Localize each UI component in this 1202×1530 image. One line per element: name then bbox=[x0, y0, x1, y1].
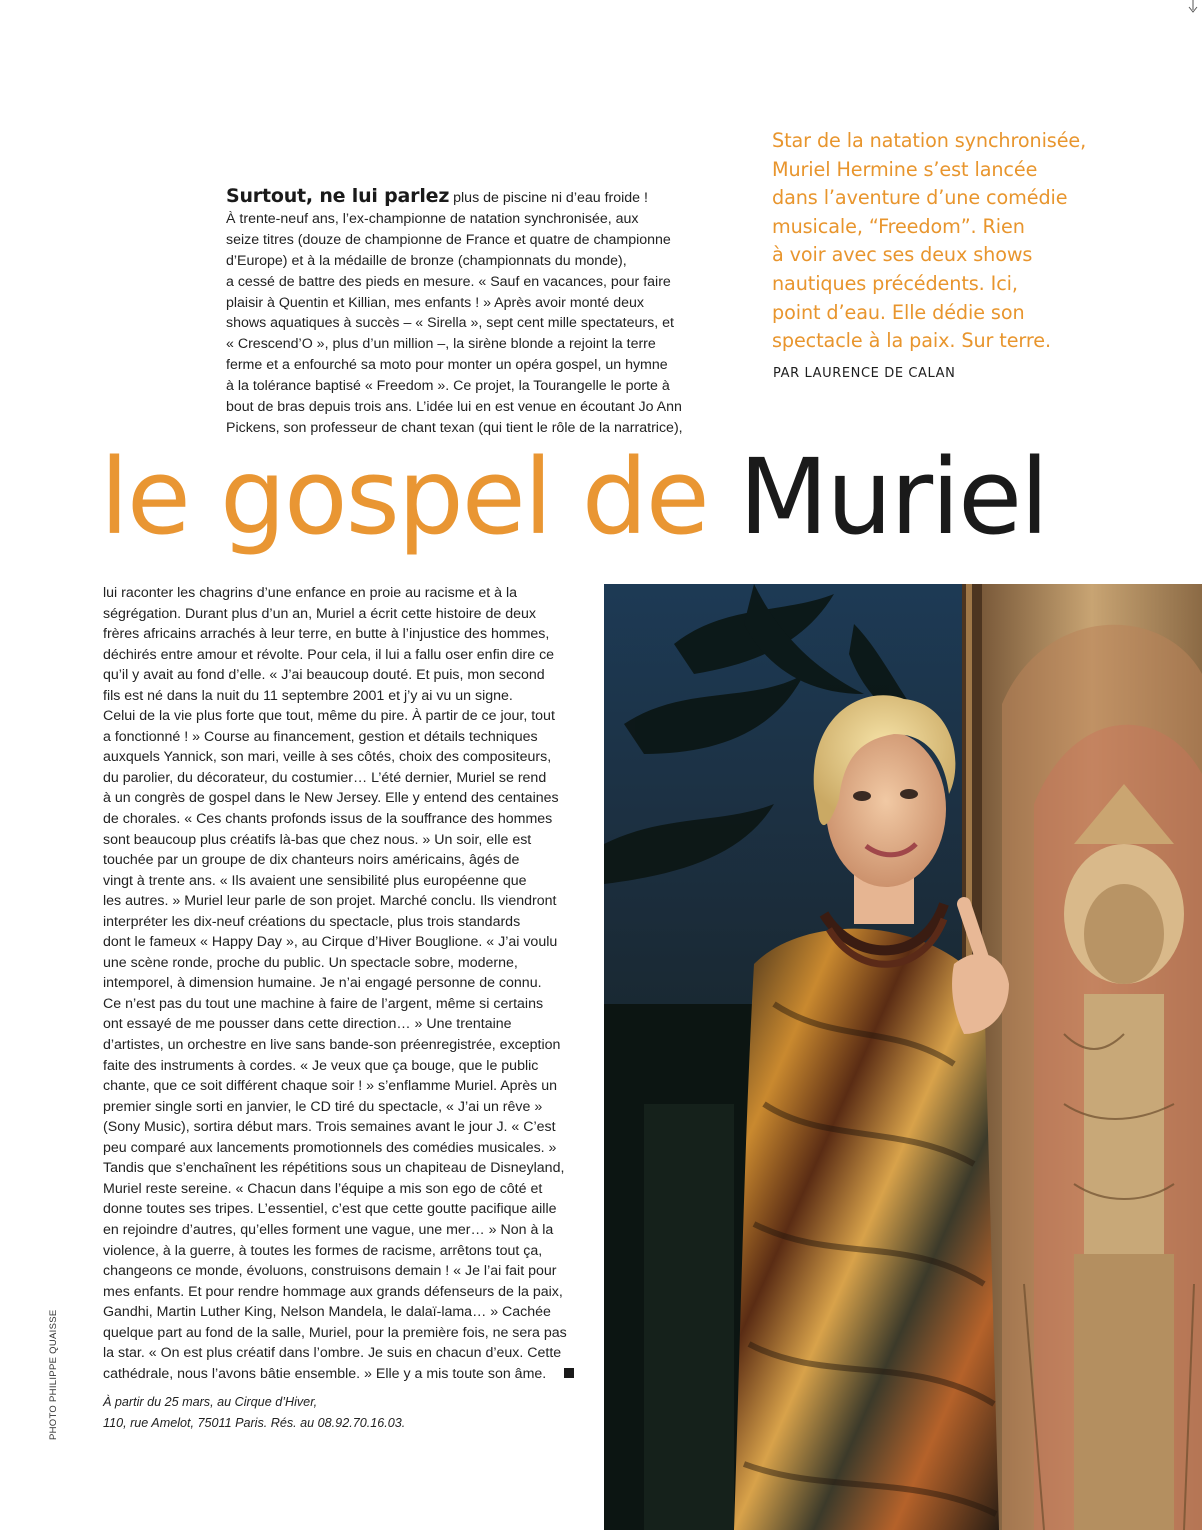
intro-line: « Crescend’O », plus d’un million –, la sirène blonde a rejoint la terre bbox=[226, 336, 656, 353]
body-line: lui raconter les chagrins d’une enfance en proie au racisme et à la bbox=[103, 585, 518, 601]
headline-black-part: Muriel bbox=[738, 436, 1047, 558]
body-line: de chorales. « Ces chants profonds issus de la souffrance des hommes bbox=[103, 811, 553, 828]
body-line: quelque part au fond de la salle, Muriel, pour la première fois, ne sera pas bbox=[103, 1324, 567, 1341]
intro-paragraph bbox=[226, 186, 696, 439]
intro-line: Pickens, son professeur de chant texan (qui tient le rôle de la narratrice), bbox=[226, 419, 683, 436]
body-line: violence, à la guerre, à toutes les formes de racisme, arrêtons tout ça, bbox=[103, 1242, 543, 1259]
body-line: vingt à trente ans. « Ils avaient une sensibilité plus européenne que bbox=[103, 872, 527, 889]
body-line: donne toutes ses tripes. L’essentiel, c’est que cette goutte pacifique aille bbox=[103, 1201, 557, 1218]
standfirst-line: spectacle à la paix. Sur terre. bbox=[772, 329, 1051, 353]
body-line: du parolier, du décorateur, du costumier… L’été dernier, Muriel se rend bbox=[103, 769, 547, 786]
body-line: premier single sorti en janvier, le CD tiré du spectacle, « J’ai un rêve » bbox=[103, 1098, 543, 1115]
body-line: chante, que ce soit différent chaque soir ! » s’enflamme Muriel. Après un bbox=[103, 1078, 557, 1095]
intro-lead-bold: Surtout, ne lui parlez bbox=[226, 185, 450, 207]
body-line: touchée par un groupe de dix chanteurs noirs américains, âgés de bbox=[103, 852, 520, 869]
venue-line-1: À partir du 25 mars, au Cirque d’Hiver, bbox=[103, 1395, 318, 1409]
body-line: d’artistes, un orchestre en live sans bande-son préenregistrée, exception bbox=[103, 1037, 561, 1054]
body-line: peu comparé aux lancements promotionnels des comédies musicales. » bbox=[103, 1139, 557, 1156]
crop-mark-icon bbox=[1188, 0, 1198, 14]
body-line: la star. « On est plus créatif dans l’ombre. Je suis en chacun d’eux. Cette bbox=[103, 1345, 562, 1362]
intro-line: À trente-neuf ans, l’ex-championne de natation synchronisée, aux bbox=[226, 210, 639, 227]
intro-line: seize titres (douze de championne de France et quatre de championne bbox=[226, 231, 671, 248]
intro-line: à la tolérance baptisé « Freedom ». Ce projet, la Tourangelle le porte à bbox=[226, 378, 670, 395]
body-line: ségrégation. Durant plus d’un an, Muriel a écrit cette histoire de deux bbox=[103, 605, 536, 622]
body-line: a fonctionné ! » Course au financement, gestion et détails techniques bbox=[103, 728, 538, 745]
body-line: (Sony Music), sortira début mars. Trois semaines avant le jour J. « C’est bbox=[103, 1119, 556, 1136]
body-line: qu’il y avait au fond d’elle. « J’ai beaucoup douté. Et puis, mon second bbox=[103, 667, 545, 684]
body-line: cathédrale, nous l’avons bâtie ensemble. » Elle y a mis toute son âme. bbox=[103, 1365, 547, 1382]
venue-line-2: 110, rue Amelot, 75011 Paris. Rés. au 08.92.70.16.03. bbox=[103, 1415, 406, 1430]
intro-first-line bbox=[226, 186, 696, 209]
body-line: faite des instruments à cordes. « Je veux que ça bouge, que le public bbox=[103, 1057, 539, 1074]
body-line: sont beaucoup plus créatifs là-bas que chez nous. » Un soir, elle est bbox=[103, 831, 532, 848]
intro-line: a cessé de battre des pieds en mesure. « Sauf en vacances, pour faire bbox=[226, 273, 671, 290]
standfirst-line: musicale, “Freedom”. Rien bbox=[772, 214, 1025, 238]
intro-line: plaisir à Quentin et Killian, mes enfants ! » Après avoir monté deux bbox=[226, 294, 644, 311]
intro-line: shows aquatiques à succès – « Sirella », sept cent mille spectateurs, et bbox=[226, 315, 674, 332]
body-line: Gandhi, Martin Luther King, Nelson Mandela, le dalaï-lama… » Cachée bbox=[103, 1304, 551, 1321]
body-line: une scène ronde, proche du public. Un spectacle sobre, moderne, bbox=[103, 954, 518, 971]
standfirst-line: nautiques précédents. Ici, bbox=[772, 271, 1018, 295]
intro-line: bout de bras depuis trois ans. L’idée lui en est venue en écoutant Jo Ann bbox=[226, 399, 682, 416]
standfirst-line: à voir avec ses deux shows bbox=[772, 243, 1033, 267]
headline bbox=[100, 422, 1047, 572]
body-line: déchirés entre amour et révolte. Pour cela, il lui a fallu oser enfin dire ce bbox=[103, 646, 555, 663]
body-line: Ce n’est pas du tout une machine à faire de l’argent, même si certains bbox=[103, 995, 544, 1012]
body-last-line bbox=[103, 1364, 573, 1385]
body-line: intemporel, à dimension humaine. Je n’ai engagé personne de connu. bbox=[103, 975, 542, 992]
body-line: mes enfants. Et pour rendre hommage aux grands défenseurs de la paix, bbox=[103, 1283, 563, 1300]
body-line: en rejoindre d’autres, qu’elles forment une vague, une mer… » Non à la bbox=[103, 1221, 554, 1238]
body-line: changeons ce monde, évoluons, construisons demain ! « Je l’ai fait pour bbox=[103, 1263, 557, 1280]
body-line: interpréter les dix-neuf créations du spectacle, plus trois standards bbox=[103, 913, 521, 930]
body-line: Muriel reste sereine. « Chacun dans l’équipe a mis son ego de côté et bbox=[103, 1180, 543, 1197]
body-line: Tandis que s’enchaînent les répétitions sous un chapiteau de Disneyland, bbox=[103, 1160, 565, 1177]
body-line: frères africains arrachés à leur terre, en butte à l’injustice des hommes, bbox=[103, 626, 550, 643]
portrait-photo bbox=[604, 584, 1202, 1530]
body-line: ont essayé de me pousser dans cette direction… » Une trentaine bbox=[103, 1016, 512, 1033]
photo-credit: PHOTO PHILIPPE QUAISSE bbox=[48, 1309, 59, 1440]
body-line: les autres. » Muriel leur parle de son projet. Marché conclu. Ils viendront bbox=[103, 893, 557, 910]
standfirst-line: point d’eau. Elle dédie son bbox=[772, 300, 1025, 324]
headline-orange-part: le gospel de bbox=[100, 436, 739, 558]
standfirst bbox=[772, 127, 1102, 356]
standfirst-line: dans l’aventure d’une comédie bbox=[772, 186, 1068, 210]
intro-line: d’Europe) et à la médaille de bronze (championnats du monde), bbox=[226, 252, 627, 269]
intro-line: plus de piscine ni d’eau froide ! bbox=[449, 190, 648, 206]
intro-line: ferme et a enfourché sa moto pour monter un opéra gospel, un hymne bbox=[226, 357, 668, 374]
standfirst-line: Muriel Hermine s’est lancée bbox=[772, 157, 1038, 181]
body-line: dont le fameux « Happy Day », au Cirque d’Hiver Bouglione. « J’ai voulu bbox=[103, 934, 558, 951]
body-line: auxquels Yannick, son mari, veille à ses côtés, choix des compositeurs, bbox=[103, 749, 552, 766]
venue-info bbox=[103, 1392, 405, 1433]
end-mark-icon bbox=[564, 1368, 574, 1378]
byline: PAR LAURENCE DE CALAN bbox=[773, 366, 956, 381]
body-line: Celui de la vie plus forte que tout, même du pire. À partir de ce jour, tout bbox=[103, 708, 555, 725]
body-line: à un congrès de gospel dans le New Jersey. Elle y entend des centaines bbox=[103, 790, 559, 807]
body-text bbox=[103, 583, 573, 1384]
portrait-photo-illustration bbox=[604, 584, 1202, 1530]
standfirst-line: Star de la natation synchronisée, bbox=[772, 129, 1087, 152]
body-line: fils est né dans la nuit du 11 septembre 2001 et j’y ai vu un signe. bbox=[103, 687, 513, 704]
